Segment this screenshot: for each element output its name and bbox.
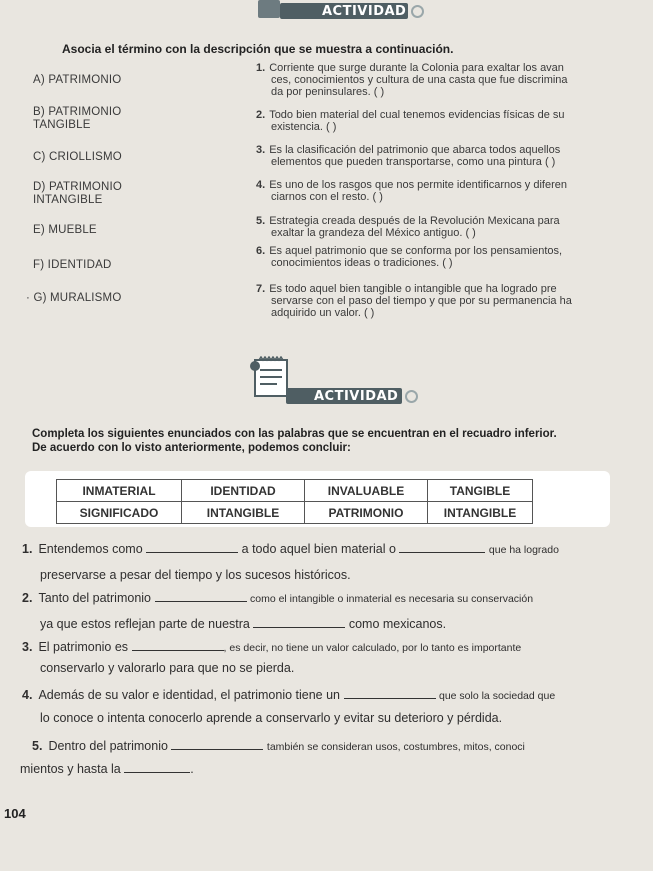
- sentence-4-line-2: lo conoce o intenta conocerlo aprende a conservarlo y evitar su deterioro y pérdida.: [40, 711, 503, 725]
- sentence-1-line-2: preservarse a pesar del tiempo y los sucesos históricos.: [40, 568, 351, 582]
- word-bank-cell: INTANGIBLE: [428, 502, 533, 524]
- word-bank-cell: IDENTIDAD: [182, 480, 305, 502]
- word-bank-cell: INMATERIAL: [57, 480, 182, 502]
- term-e: E) MUEBLE: [33, 224, 97, 236]
- definition-1: 1. Corriente que surge durante la Colonia para exaltar los avan ces, conocimientos y cultura de una casta que fue discrimina da por peninsulares. ( ): [256, 62, 568, 98]
- definition-4: 4. Es uno de los rasgos que nos permite identificarnos y diferen ciarnos con el resto. ( ): [256, 179, 567, 203]
- activity1-header-title: ACTIVIDAD: [322, 4, 407, 19]
- activity2-header-circle-icon: [405, 390, 418, 403]
- word-bank-table: [56, 479, 533, 524]
- sentence-4-line-1: 4. Además de su valor e identidad, el patrimonio tiene un que solo la sociedad que: [22, 688, 556, 702]
- word-bank-cell: TANGIBLE: [428, 480, 533, 502]
- activity2-instruction-2: De acuerdo con lo visto anteriormente, podemos concluir:: [32, 442, 351, 454]
- definition-7: 7. Es todo aquel bien tangible o intangible que ha logrado pre servarse con el paso del tiempo y que por su permanencia ha adquirido un valor. ( ): [256, 283, 572, 319]
- word-bank-cell: PATRIMONIO: [305, 502, 428, 524]
- answer-blank[interactable]: [132, 639, 224, 651]
- page-number: 104: [4, 806, 26, 821]
- answer-blank[interactable]: [253, 616, 345, 628]
- sentence-1-line-1: 1. Entendemos como a todo aquel bien material o que ha logrado: [22, 542, 559, 556]
- term-d: D) PATRIMONIO INTANGIBLE: [33, 181, 123, 206]
- term-c: C) CRIOLLISMO: [33, 151, 122, 163]
- sentence-5-line-2: mientos y hasta la .: [20, 762, 194, 776]
- answer-blank[interactable]: [399, 541, 485, 553]
- definition-5: 5. Estrategia creada después de la Revolución Mexicana para exaltar la grandeza del México antiguo. ( ): [256, 215, 560, 239]
- term-b: B) PATRIMONIO TANGIBLE: [33, 106, 122, 131]
- activity1-header-circle-icon: [411, 5, 424, 18]
- activity2-header-title: ACTIVIDAD: [314, 389, 399, 404]
- sentence-2-line-1: 2. Tanto del patrimonio como el intangible o inmaterial es necesaria su conservación: [22, 591, 534, 605]
- word-bank-cell: INVALUABLE: [305, 480, 428, 502]
- sentence-5-line-1: 5. Dentro del patrimonio también se consideran usos, costumbres, mitos, conoci: [32, 739, 525, 753]
- word-bank-row: [57, 502, 533, 524]
- definition-6: 6. Es aquel patrimonio que se conforma por los pensamientos, conocimientos ideas o tradiciones. ( ): [256, 245, 563, 269]
- answer-blank[interactable]: [344, 687, 436, 699]
- sentence-3-line-1: 3. El patrimonio es , es decir, no tiene un valor calculado, por lo tanto es importante: [22, 640, 522, 654]
- word-bank-row: [57, 480, 533, 502]
- word-bank-cell: SIGNIFICADO: [57, 502, 182, 524]
- activity2-instruction-1: Completa los siguientes enunciados con las palabras que se encuentran en el recuadro inferior.: [32, 428, 557, 440]
- activity1-header-tab: [258, 0, 280, 18]
- sentence-2-line-2: ya que estos reflejan parte de nuestra como mexicanos.: [40, 617, 447, 631]
- definition-2: 2. Todo bien material del cual tenemos evidencias físicas de su existencia. ( ): [256, 109, 565, 133]
- answer-blank[interactable]: [146, 541, 238, 553]
- definition-3: 3. Es la clasificación del patrimonio que abarca todos aquellos elementos que pueden transportarse, como una pintura ( ): [256, 144, 561, 168]
- term-f: F) IDENTIDAD: [33, 259, 112, 271]
- answer-blank[interactable]: [155, 590, 247, 602]
- word-bank-cell: INTANGIBLE: [182, 502, 305, 524]
- activity1-instruction: Asocia el término con la descripción que se muestra a continuación.: [62, 42, 454, 56]
- term-g: · G) MURALISMO: [26, 292, 122, 304]
- answer-blank[interactable]: [171, 738, 263, 750]
- sentence-3-line-2: conservarlo y valorarlo para que no se pierda.: [40, 661, 295, 675]
- term-a: A) PATRIMONIO: [33, 74, 122, 86]
- answer-blank[interactable]: [124, 761, 190, 773]
